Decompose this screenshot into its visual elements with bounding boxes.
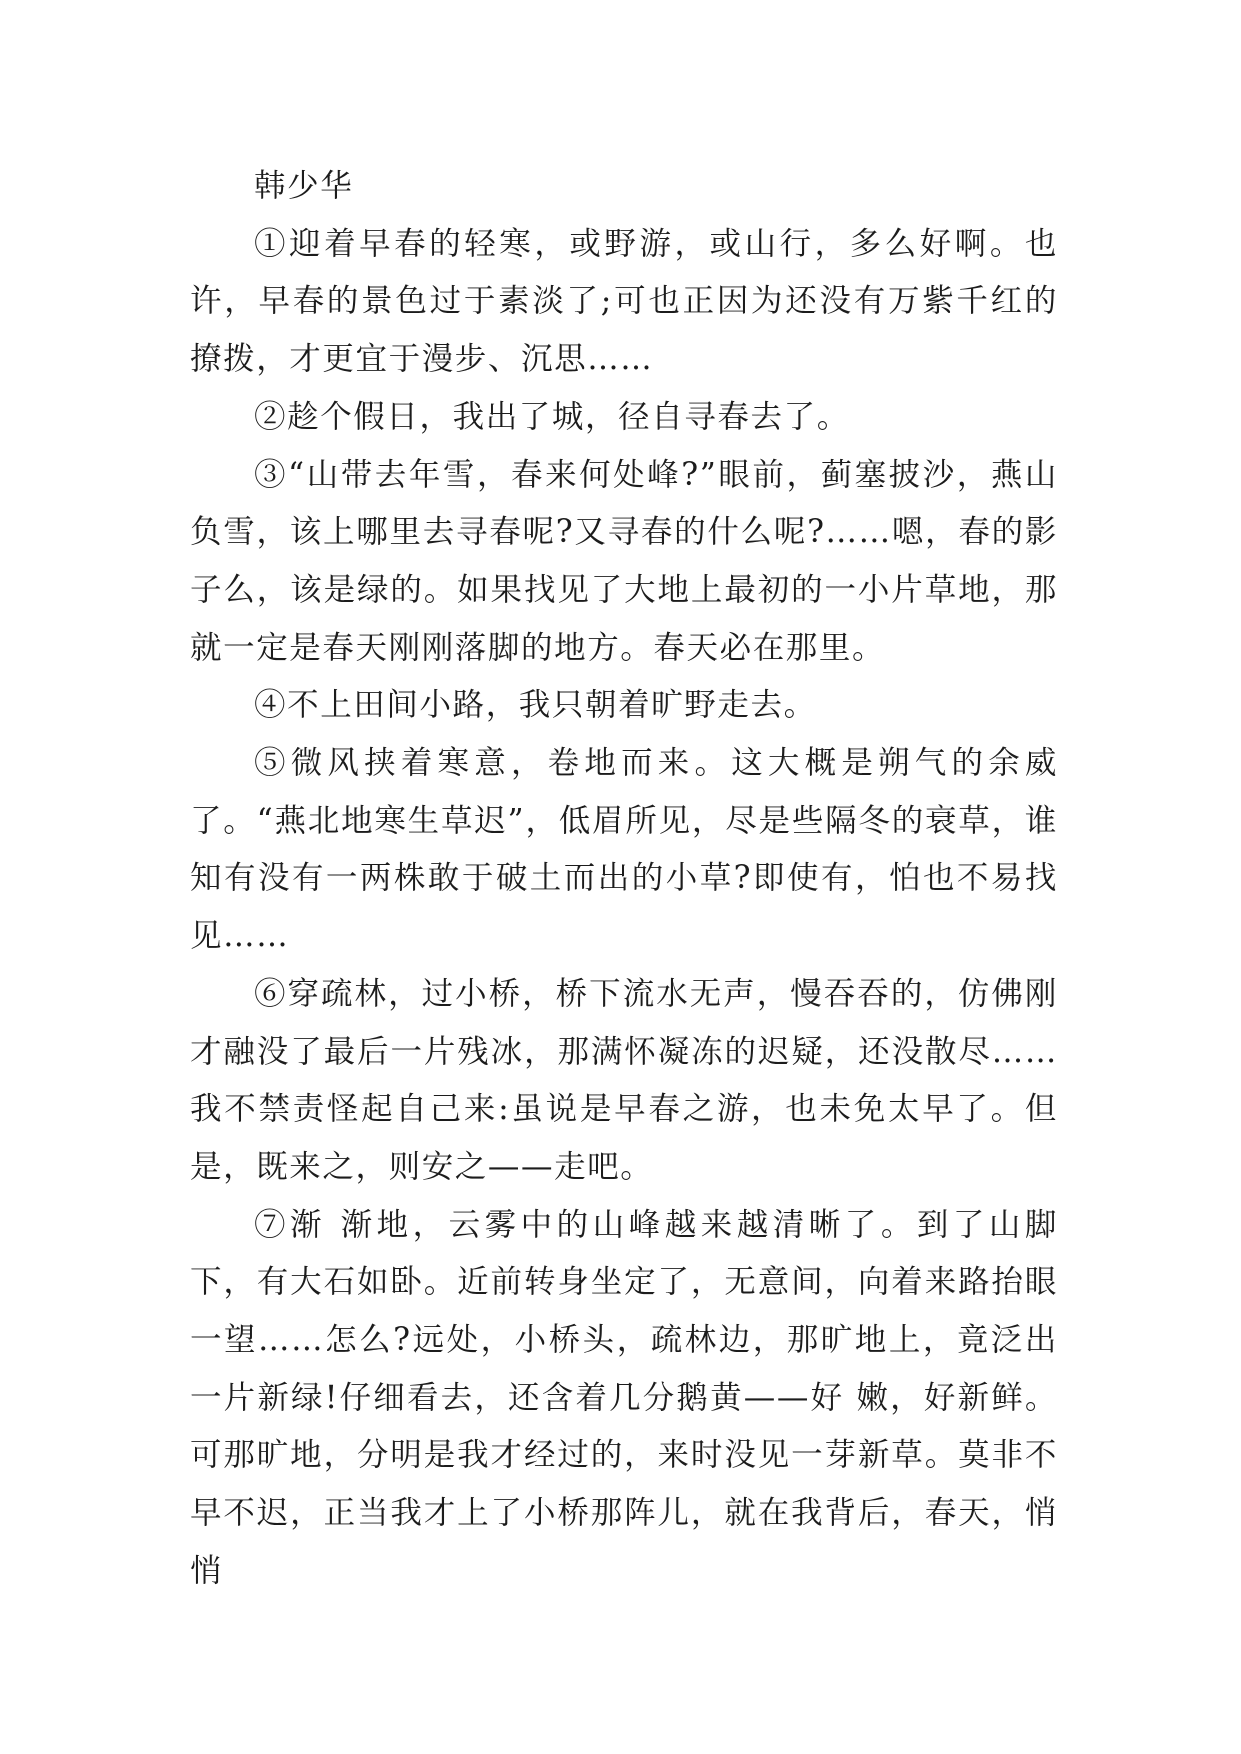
paragraph-7: ⑦渐 渐地，云雾中的山峰越来越清晰了。到了山脚下，有大石如卧。近前转身坐定了，无意间，向着来路抬眼一望……怎么?远处，小桥头，疏林边，那旷地上，竟泛出一片新绿!仔细看去，还含着几分鹅黄——好 嫩，好新鲜。可那旷地，分明是我才经过的，来时没见一芽新草。莫非不早不迟，正当我才上了小桥那阵儿，就在我背后，春天，悄悄 (190, 1206, 1058, 1589)
document-page (190, 158, 1058, 1601)
paragraph-6: ⑥穿疏林，过小桥，桥下流水无声，慢吞吞的，仿佛刚才融没了最后一片残冰，那满怀凝冻的迟疑，还没散尽……我不禁责怪起自己来:虽说是早春之游，也未免太早了。但是，既来之，则安之——走吧。 (190, 975, 1058, 1185)
paragraph-1: ①迎着早春的轻寒，或野游，或山行，多么好啊。也许，早春的景色过于素淡了;可也正因为还没有万紫千红的撩拨，才更宜于漫步、沉思…… (190, 225, 1058, 378)
paragraph-4: ④不上田间小路，我只朝着旷野走去。 (254, 687, 817, 724)
author-name: 韩少华 (254, 168, 354, 204)
paragraph-3: ③“山带去年雪，春来何处峰?”眼前，蓟塞披沙，燕山负雪，该上哪里去寻春呢?又寻春的什么呢?……嗯，春的影子么，该是绿的。如果找见了大地上最初的一小片草地，那就一定是春天刚刚落脚的地方。春天必在那里。 (190, 456, 1058, 666)
paragraph-5: ⑤微风挟着寒意，卷地而来。这大概是朔气的余威了。“燕北地寒生草迟”，低眉所见，尽是些隔冬的衰草，谁知有没有一两株敢于破土而出的小草?即使有，怕也不易找见…… (190, 745, 1058, 955)
paragraph-2: ②趁个假日，我出了城，径自寻春去了。 (254, 398, 850, 435)
